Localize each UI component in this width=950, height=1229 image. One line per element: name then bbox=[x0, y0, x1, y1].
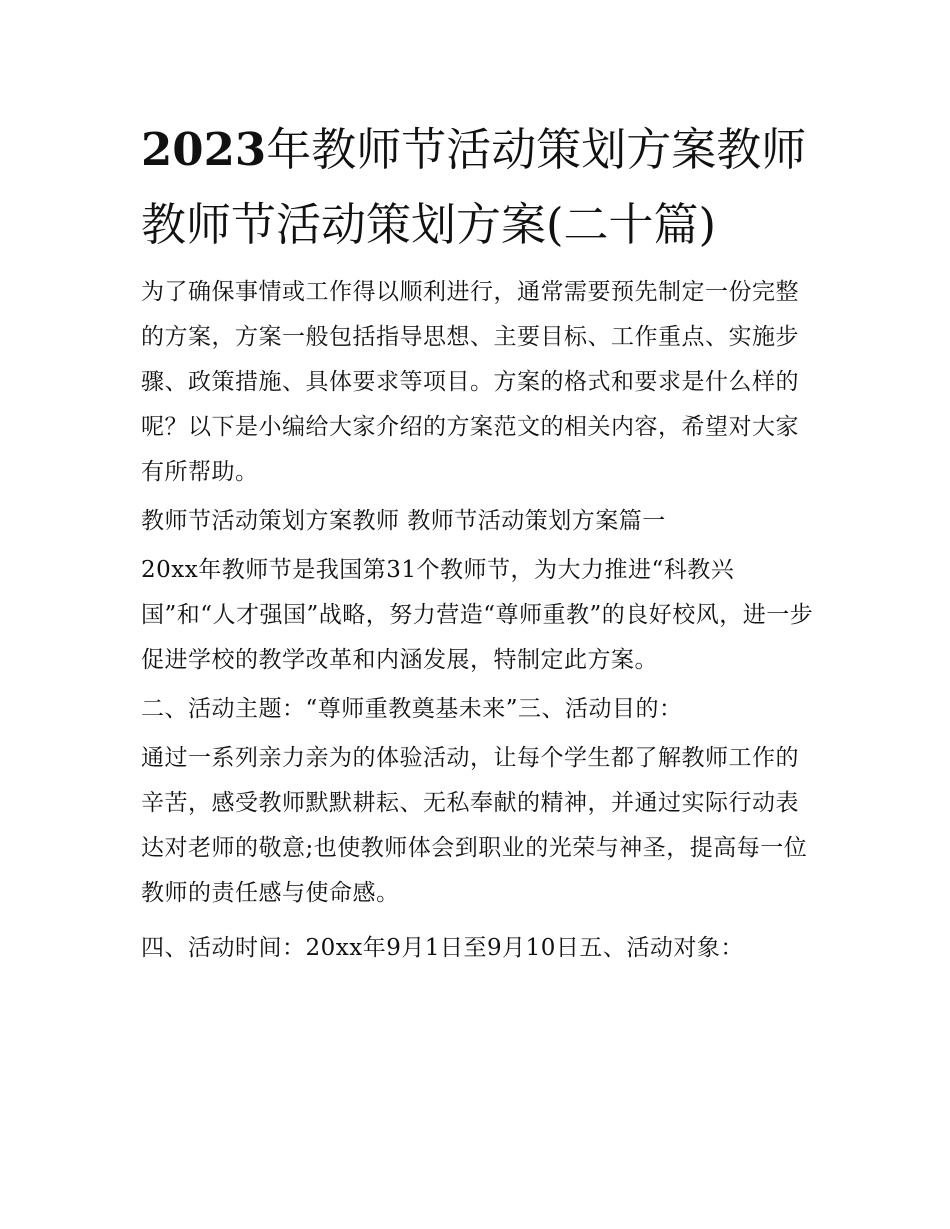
time-paragraph: 四、活动时间：20xx年9月1日至9月10日五、活动对象： bbox=[141, 935, 744, 961]
document-title bbox=[141, 112, 821, 262]
intro-paragraph: 为了确保事情或工作得以顺利进行，通常需要预先制定一份完整的方案，方案一般包括指导思想、主要目标、工作重点、实施步骤、政策措施、具体要求等项目。方案的格式和要求是什么样的呢？以下是小编给大家介绍的方案范文的相关内容，希望对大家有所帮助。 bbox=[141, 279, 799, 485]
title-year: 2023 bbox=[141, 123, 267, 176]
theme-paragraph: 二、活动主题：“尊师重教奠基未来”三、活动目的： bbox=[141, 696, 683, 722]
document-page bbox=[141, 112, 821, 971]
purpose-paragraph: 通过一系列亲力亲为的体验活动，让每个学生都了解教师工作的辛苦，感受教师默默耕耘、无私奉献的精神，并通过实际行动表达对老师的敬意;也使教师体会到职业的光荣与神圣，提高每一位教师的责任感与使命感。 bbox=[141, 745, 808, 906]
title-text: 年教师节活动策划方案教师 教师节活动策划方案(二十篇) bbox=[141, 123, 807, 251]
background-paragraph: 20xx年教师节是我国第31个教师节，为大力推进“科教兴国”和“人才强国”战略，努力营造“尊师重教”的良好校风，进一步促进学校的教学改革和内涵发展，特制定此方案。 bbox=[141, 557, 814, 673]
section-heading: 教师节活动策划方案教师 教师节活动策划方案篇一 bbox=[141, 508, 666, 534]
